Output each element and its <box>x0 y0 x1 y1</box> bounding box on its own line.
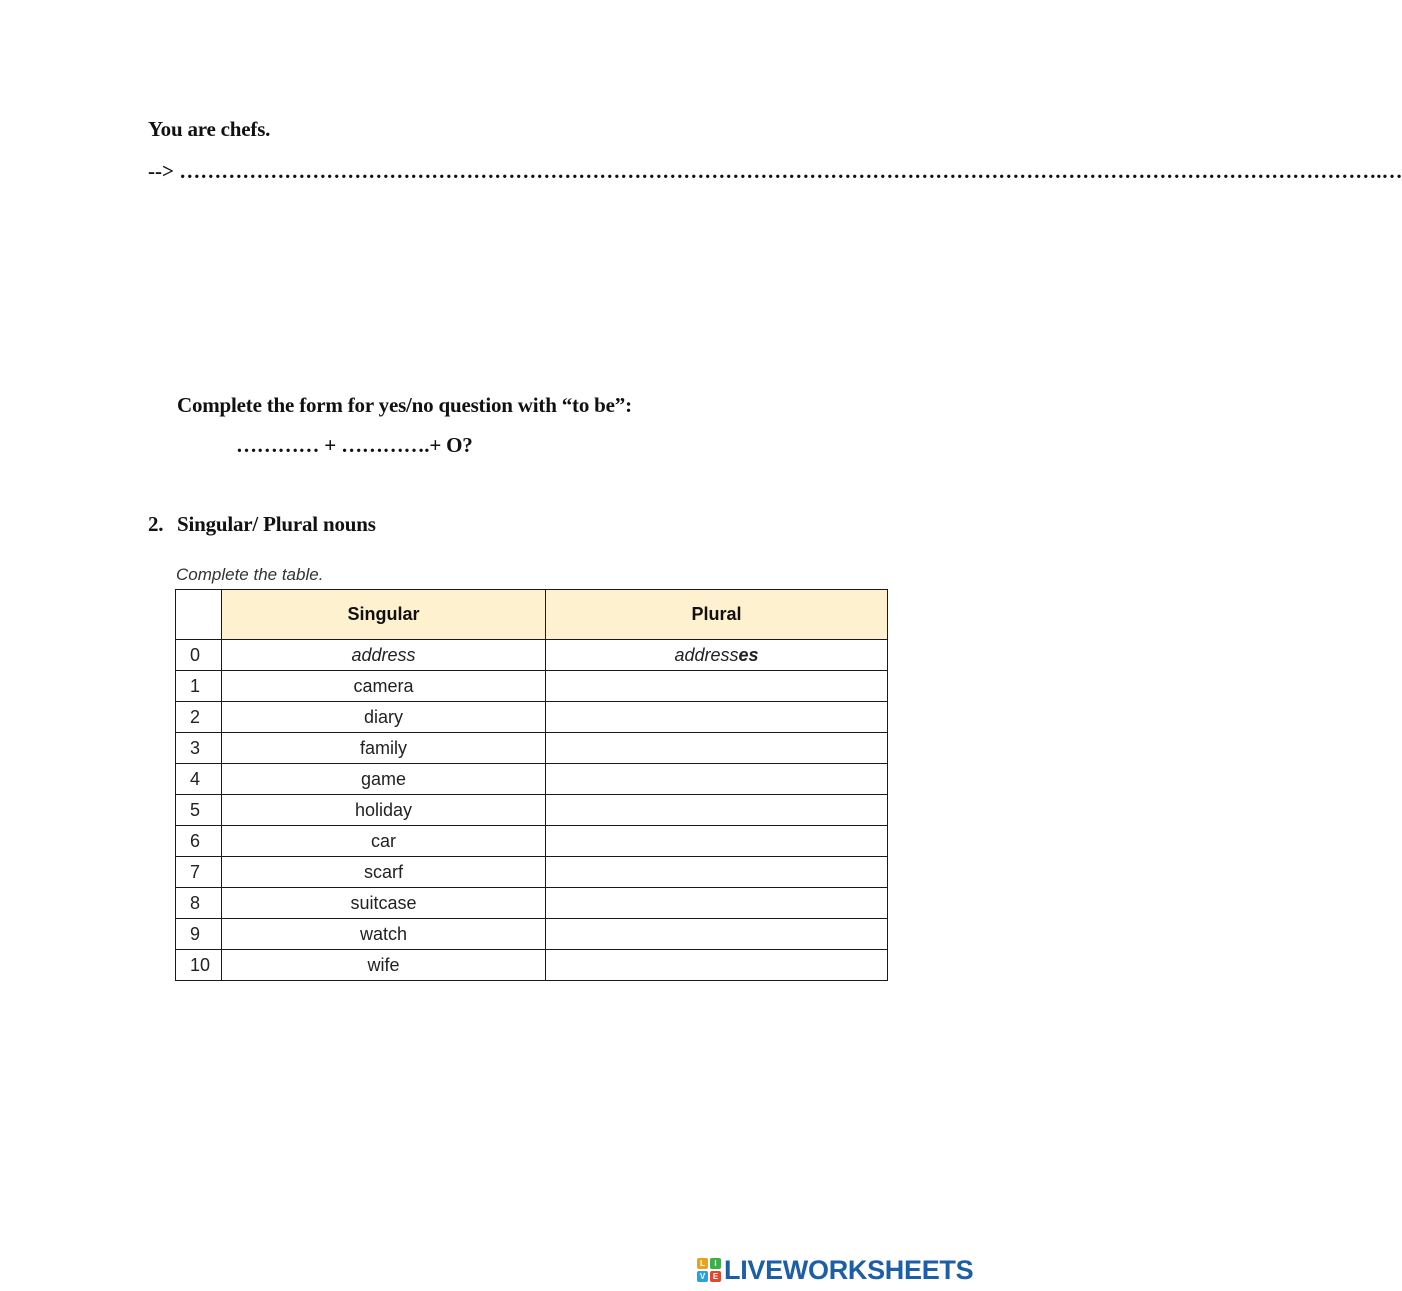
table-row <box>176 733 888 764</box>
row-number: 3 <box>176 733 222 764</box>
table-row <box>176 671 888 702</box>
table-row <box>176 764 888 795</box>
table-row <box>176 888 888 919</box>
logo-tile: V <box>697 1271 708 1282</box>
logo-tile: L <box>697 1258 708 1269</box>
row-number: 2 <box>176 702 222 733</box>
row-number: 0 <box>176 640 222 671</box>
plural-suffix: es <box>738 644 759 665</box>
plural-answer-cell[interactable] <box>546 702 888 733</box>
singular-cell: watch <box>222 919 546 950</box>
table-row <box>176 919 888 950</box>
logo-text: LIVEWORKSHEETS <box>724 1254 974 1285</box>
liveworksheets-logo <box>697 1254 973 1286</box>
row-number: 10 <box>176 950 222 981</box>
singular-cell: car <box>222 826 546 857</box>
row-number: 9 <box>176 919 222 950</box>
table-row <box>176 857 888 888</box>
plural-answer-cell[interactable] <box>546 733 888 764</box>
singular-cell: diary <box>222 702 546 733</box>
row-number: 7 <box>176 857 222 888</box>
singular-cell: scarf <box>222 857 546 888</box>
plural-answer-cell[interactable] <box>546 764 888 795</box>
section-number: 2. <box>148 512 164 536</box>
row-number: 8 <box>176 888 222 919</box>
table-row <box>176 950 888 981</box>
nouns-table <box>175 589 888 981</box>
row-number: 4 <box>176 764 222 795</box>
section-title: Singular/ Plural nouns <box>177 512 376 536</box>
row-number: 6 <box>176 826 222 857</box>
plural-answer-cell[interactable] <box>546 671 888 702</box>
plural-answer-cell[interactable] <box>546 950 888 981</box>
logo-tile: I <box>710 1258 721 1269</box>
row-number: 5 <box>176 795 222 826</box>
table-caption: Complete the table. <box>176 565 324 584</box>
table-row <box>176 702 888 733</box>
example-row <box>176 640 888 671</box>
header-number <box>176 590 222 640</box>
row-number: 1 <box>176 671 222 702</box>
plural-answer-cell[interactable] <box>546 919 888 950</box>
instruction-text: Complete the form for yes/no question with “to be”: <box>177 393 632 417</box>
table-row <box>176 795 888 826</box>
plural-cell <box>546 640 888 671</box>
singular-cell: camera <box>222 671 546 702</box>
header-plural: Plural <box>546 590 888 640</box>
plural-answer-cell[interactable] <box>546 888 888 919</box>
logo-tiles <box>697 1258 721 1282</box>
singular-cell: family <box>222 733 546 764</box>
plural-answer-cell[interactable] <box>546 795 888 826</box>
answer-line[interactable]: --> ……………………………………………………………………………………………………………………………………………………….… <box>148 159 1402 183</box>
singular-cell: holiday <box>222 795 546 826</box>
exercise-sentence: You are chefs. <box>148 117 271 141</box>
header-singular: Singular <box>222 590 546 640</box>
logo-tile: E <box>710 1271 721 1282</box>
plural-answer-cell[interactable] <box>546 826 888 857</box>
singular-cell: suitcase <box>222 888 546 919</box>
table-row <box>176 826 888 857</box>
plural-answer-cell[interactable] <box>546 857 888 888</box>
plural-stem: address <box>674 644 739 665</box>
singular-cell: wife <box>222 950 546 981</box>
question-formula[interactable]: ………… + ………….+ O? <box>236 433 473 457</box>
singular-cell: game <box>222 764 546 795</box>
singular-cell: address <box>222 640 546 671</box>
table-header-row <box>176 590 888 640</box>
